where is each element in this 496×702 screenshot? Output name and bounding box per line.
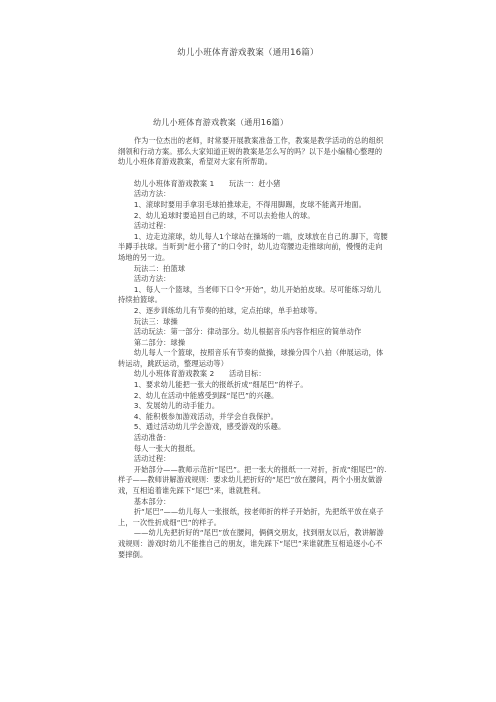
paragraph: 玩法二：拍篮球 <box>133 263 186 273</box>
paragraph: 5、通过活动幼儿学会游戏，感受游戏的乐趣。 <box>133 422 286 432</box>
paragraph: 开始部分——教师示范折“尾巴”。把一张大的报纸一一对折，折成“细尾巴”的.样子——教师讲解游戏规则：要求幼儿把折好的“尾巴”放在腰间，两个小朋友做游戏，互相追着谁先踩下“尾巴”来，谁就胜利。 <box>118 464 387 495</box>
paragraph: 4、能积极参加游戏活动，并学会自我保护。 <box>133 411 278 421</box>
paragraph: 1、滚球时要用手拿羽毛球拍推球走，不得用脚踢，皮球不能离开地面。 <box>133 199 367 209</box>
paragraph: 1、每人一个篮球，当老师下口令“开始”，幼儿开始拍皮球。尽可能练习幼儿持续拍篮球。 <box>118 284 382 305</box>
document-subtitle: 幼儿小班体育游戏教案（通用16篇） <box>153 118 289 127</box>
paragraph: 活动过程： <box>133 454 171 464</box>
paragraph: 折“尾巴”——幼儿每人一张报纸，按老师折的样子开始折，先把纸平放在桌子上，一次性折成细“巴”的样子。 <box>118 507 384 527</box>
paragraph: 活动准备： <box>133 433 171 443</box>
paragraph: ——幼儿先把折好的“尾巴”放在腰间，俩俩交朋友，找到朋友以后，教讲解游戏规则：游戏时幼儿不能推自己的朋友，谁先踩下“尾巴”来谁就胜互相追逐小心不要摔倒。 <box>118 528 384 559</box>
paragraph: 基本部分： <box>133 496 171 506</box>
paragraph: 幼儿每人一个篮球，按照音乐有节奏的做操，球操分四个八拍（伸展运动，体转运动，跳跃运动，整理运动等） <box>118 348 384 368</box>
paragraph: 3、发展幼儿的动手能力。 <box>133 401 220 411</box>
paragraph: 2、逐步训练幼儿有节奏的拍球，定点拍球，单手拍球等。 <box>133 305 322 315</box>
paragraph: 活动过程： <box>133 221 171 231</box>
paragraph: 第二部分：球操 <box>133 337 186 347</box>
intro-paragraph: 作为一位杰出的老师，时常要开展教案准备工作，教案是教学活动的总的组织纲领和行动方案。那么大家知道正规的教案是怎么写的吗？以下是小编精心整理的幼儿小班体育游戏教案，希望对大家有所帮助。 <box>118 136 384 167</box>
paragraph: 2、幼儿在活动中能感受到踩“尾巴”的兴趣。 <box>133 390 279 400</box>
paragraph: 1、要求幼儿能把一张大的报纸折成“细尾巴”的样子。 <box>133 380 308 390</box>
paragraph: 每人一张大的报纸。 <box>133 443 200 453</box>
document-body <box>118 136 388 560</box>
paragraph: 2、幼儿追球时要追回自己的球，不可以去抢他人的球。 <box>133 210 315 220</box>
section-heading-1: 幼儿小班体育游戏教案 1 玩法一：赶小猪 <box>133 178 281 188</box>
paragraph: 活动玩法：第一部分：律动部分。幼儿根据音乐内容作相应的简单动作 <box>133 327 362 337</box>
section-heading-2: 幼儿小班体育游戏教案 2 活动目标： <box>133 369 266 379</box>
paragraph: 玩法三：球操 <box>133 316 178 326</box>
paragraph: 活动方法： <box>133 189 171 199</box>
document-title: 幼儿小班体育游戏教案（通用16篇） <box>177 47 319 57</box>
paragraph: 1、边走边滚球，幼儿每人1个球站在操场的一端，皮球放在自己的.脚下，弯腰半蹲手扶球。当听到“赶小猪了”的口令时，幼儿边弯腰边走推球向前，慢慢的走向场地的另一边。 <box>118 231 388 262</box>
paragraph: 活动方法： <box>133 274 171 284</box>
